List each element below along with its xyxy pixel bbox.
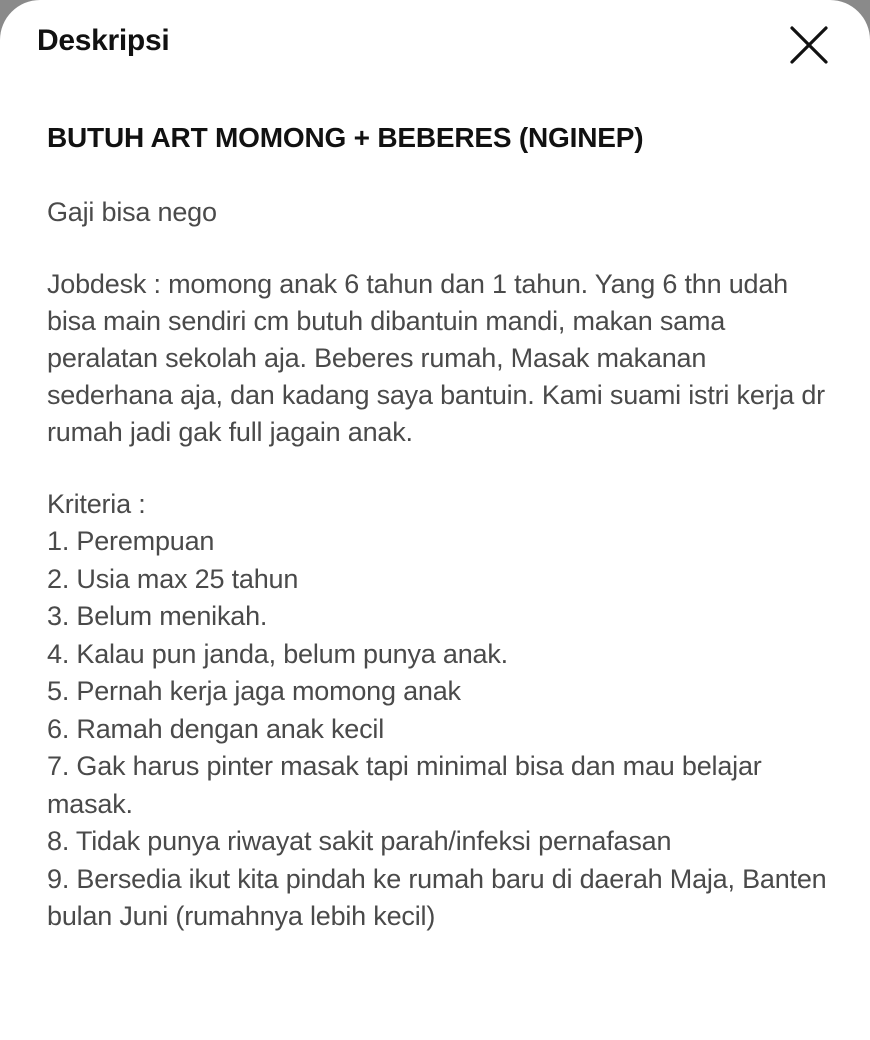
- criteria-heading: Kriteria :: [47, 489, 146, 519]
- close-button[interactable]: [786, 22, 832, 68]
- description-content: [47, 118, 837, 936]
- post-title: BUTUH ART MOMONG + BEBERES (NGINEP): [47, 122, 644, 153]
- criteria-item: 7. Gak harus pinter masak tapi minimal bisa dan mau belajar masak.: [47, 751, 762, 819]
- criteria-item: 8. Tidak punya riwayat sakit parah/infeksi pernafasan: [47, 826, 672, 856]
- criteria-item: 5. Pernah kerja jaga momong anak: [47, 676, 461, 706]
- criteria-item: 9. Bersedia ikut kita pindah ke rumah baru di daerah Maja, Banten bulan Juni (rumahnya lebih kecil): [47, 863, 827, 931]
- salary-text: Gaji bisa nego: [47, 197, 217, 227]
- criteria-list: [47, 523, 837, 936]
- sheet-title: Deskripsi: [37, 24, 170, 57]
- sheet-header: [0, 0, 870, 90]
- criteria-item: 3. Belum menikah.: [47, 601, 268, 631]
- criteria-item: 2. Usia max 25 tahun: [47, 563, 299, 594]
- close-icon: [786, 22, 832, 68]
- criteria-item: 1. Perempuan: [47, 526, 215, 556]
- criteria-item: 6. Ramah dengan anak kecil: [47, 713, 385, 744]
- criteria-item: 4. Kalau pun janda, belum punya anak.: [47, 638, 508, 669]
- jobdesk-text: Jobdesk : momong anak 6 tahun dan 1 tahun. Yang 6 thn udah bisa main sendiri cm butuh dibantuin mandi, makan sama peralatan sekolah aja. Beberes rumah, Masak makanan sederhana aja, dan kadang saya bantuin. Kami suami istri kerja dr rumah jadi gak full jagain anak.: [47, 269, 825, 447]
